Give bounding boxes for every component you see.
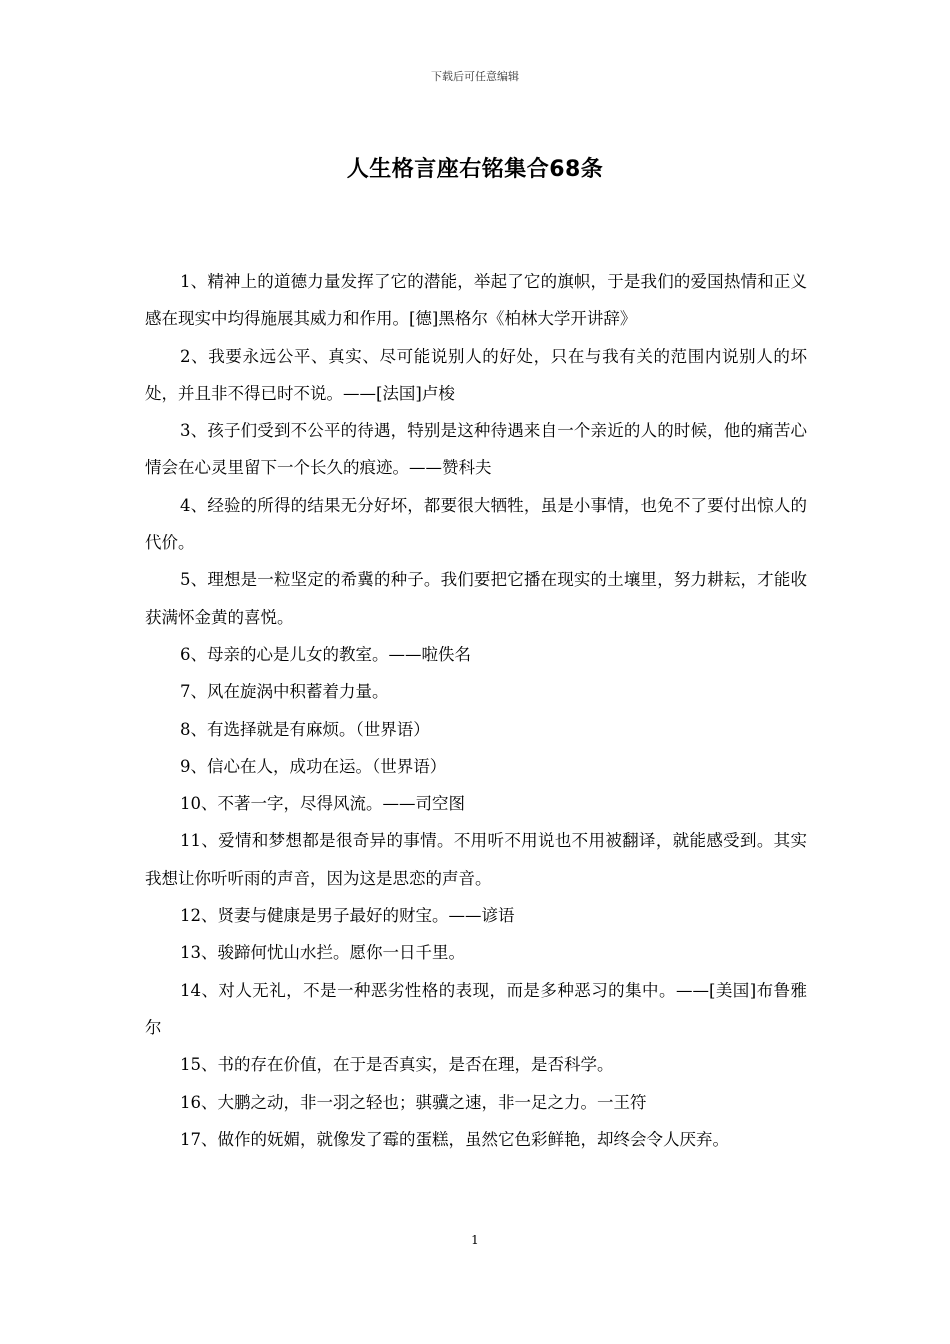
paragraph-1: 1、精神上的道德力量发挥了它的潜能，举起了它的旗帜，于是我们的爱国热情和正义感在现实中均得施展其威力和作用。[德]黑格尔《柏林大学开讲辞》	[145, 272, 807, 329]
paragraph-5: 5、理想是一粒坚定的希冀的种子。我们要把它播在现实的土壤里，努力耕耘，才能收获满怀金黄的喜悦。	[145, 570, 807, 627]
paragraph-3: 3、孩子们受到不公平的待遇，特别是这种待遇来自一个亲近的人的时候，他的痛苦心情会在心灵里留下一个长久的痕迹。——赞科夫	[145, 421, 807, 478]
paragraph-7: 7、风在旋涡中积蓄着力量。	[180, 682, 389, 702]
document-body	[145, 263, 807, 1158]
paragraph-12: 12、贤妻与健康是男子最好的财宝。——谚语	[180, 906, 515, 926]
paragraph-10: 10、不著一字，尽得风流。——司空图	[180, 794, 465, 814]
paragraph-11: 11、爱情和梦想都是很奇异的事情。不用听不用说也不用被翻译，就能感受到。其实我想让你听听雨的声音，因为这是思恋的声音。	[145, 831, 807, 888]
document-title: 人生格言座右铭集合68条	[346, 157, 604, 182]
paragraph-6: 6、母亲的心是儿女的教室。——啦佚名	[180, 644, 471, 664]
paragraph-14: 14、对人无礼，不是一种恶劣性格的表现，而是多种恶习的集中。——[美国]布鲁雅尔	[145, 980, 807, 1037]
paragraph-13: 13、骏蹄何忧山水拦。愿你一日千里。	[180, 943, 465, 963]
paragraph-9: 9、信心在人，成功在运。（世界语）	[180, 756, 447, 776]
paragraph-8: 8、有选择就是有麻烦。（世界语）	[180, 719, 430, 739]
page-number: 1	[471, 1233, 479, 1247]
paragraph-15: 15、书的存在价值，在于是否真实，是否在理，是否科学。	[180, 1055, 614, 1075]
page-header: 下载后可任意编辑	[431, 70, 519, 83]
paragraph-17: 17、做作的妩媚，就像发了霉的蛋糕，虽然它色彩鲜艳，却终会令人厌弃。	[180, 1129, 729, 1149]
paragraph-2: 2、我要永远公平、真实、尽可能说别人的好处，只在与我有关的范围内说别人的坏处，并且非不得已时不说。——[法国]卢梭	[145, 346, 807, 403]
paragraph-4: 4、经验的所得的结果无分好坏，都要很大牺牲，虽是小事情，也免不了要付出惊人的代价。	[145, 495, 807, 553]
paragraph-16: 16、大鹏之动，非一羽之轻也；骐骥之速，非一足之力。一王符	[180, 1092, 647, 1112]
